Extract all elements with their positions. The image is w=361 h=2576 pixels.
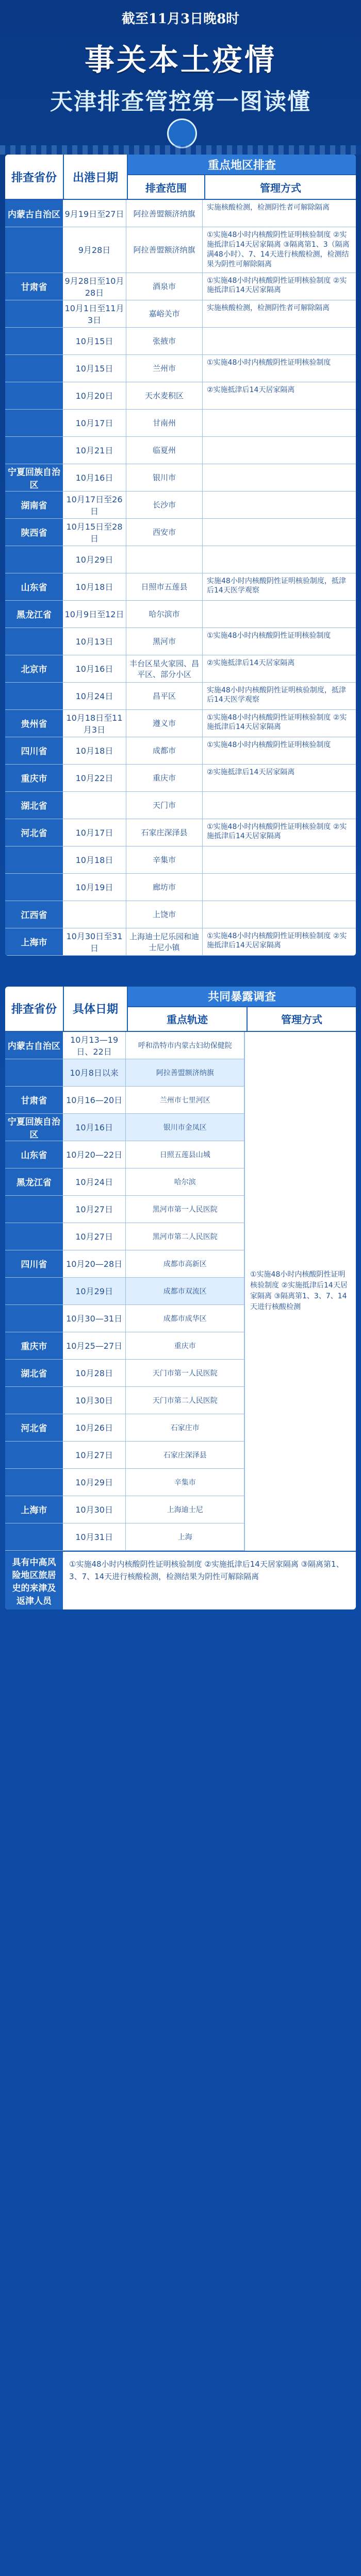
scope-cell: 上海迪士尼 xyxy=(126,1496,244,1523)
province-cell: 甘肃省 xyxy=(5,1087,63,1113)
table-row xyxy=(5,1496,244,1523)
date-cell: 10月8日以来 xyxy=(63,1059,126,1086)
header-title: 事关本土疫情 xyxy=(84,42,276,77)
date-cell: 10月18日至11月3日 xyxy=(63,710,126,737)
date-cell: 10月21日 xyxy=(63,437,126,464)
province-cell: 内蒙古自治区 xyxy=(5,200,63,227)
date-cell: 10月24日 xyxy=(63,1168,126,1195)
province-cell: 四川省 xyxy=(5,737,63,764)
date-cell: 10月9日至12日 xyxy=(63,601,126,628)
date-cell: 10月20—22日 xyxy=(63,1141,126,1168)
table-row xyxy=(5,1360,244,1387)
scope-cell: 天门市第二人民医院 xyxy=(126,1387,244,1414)
province-cell: 河北省 xyxy=(5,819,63,846)
date-cell: 10月17日 xyxy=(63,819,126,846)
province-cell: 黑龙江省 xyxy=(5,1168,63,1195)
province-cell xyxy=(5,300,63,327)
province-cell: 甘肃省 xyxy=(5,273,63,300)
scope-cell: 银川市金凤区 xyxy=(126,1114,244,1141)
header2-scope: 重点轨迹 xyxy=(128,1006,248,1031)
management-cell xyxy=(203,464,356,491)
scope-cell: 成都市高新区 xyxy=(126,1250,244,1277)
table-row xyxy=(5,1223,244,1250)
date-cell: 10月15日 xyxy=(63,355,126,382)
date-cell: 10月20日 xyxy=(63,382,126,409)
table-row xyxy=(5,1305,244,1332)
date-cell: 10月29日 xyxy=(63,1278,126,1304)
date-cell: 9月28日 xyxy=(63,227,126,273)
table-row xyxy=(5,928,356,956)
scope-cell: 丰台区星火家园、昌平区、部分小区 xyxy=(126,655,203,682)
header2-subcols xyxy=(128,1006,356,1031)
management-cell: ②实施抵津后14天居家隔离 xyxy=(207,768,295,776)
province-cell xyxy=(5,628,63,655)
table-row xyxy=(5,1196,244,1223)
province-cell xyxy=(5,1523,63,1550)
header2-management: 管理方式 xyxy=(248,1006,356,1031)
management-cell xyxy=(203,601,356,628)
scope-cell: 西安市 xyxy=(126,519,203,546)
date-cell: 10月29日 xyxy=(63,546,126,573)
management-cell: ②实施抵津后14天居家隔离 xyxy=(207,658,295,667)
scope-cell: 辛集市 xyxy=(126,1469,244,1496)
header-group-title: 重点地区排查 xyxy=(128,155,356,174)
table-row xyxy=(5,601,356,628)
table-1-header xyxy=(5,155,356,200)
scope-cell: 兰州市七里河区 xyxy=(126,1087,244,1113)
table-row xyxy=(5,300,356,328)
scope-cell: 日照市五莲县 xyxy=(126,573,203,600)
scope-cell: 重庆市 xyxy=(126,765,203,791)
management-cell: ①实施48小时内核酸阴性证明核验制度 xyxy=(207,740,331,749)
province-cell: 上海市 xyxy=(5,1496,63,1523)
management-cell: ①实施48小时内核酸阴性证明核验制度 xyxy=(207,358,331,367)
header xyxy=(0,0,361,155)
table-2-footer xyxy=(5,1551,356,1609)
scope-cell: 黑河市第二人民医院 xyxy=(126,1223,244,1250)
management-cell xyxy=(203,437,356,464)
table-2 xyxy=(5,987,356,1609)
scope-cell: 哈尔滨市 xyxy=(126,601,203,628)
date-cell: 10月30日 xyxy=(63,1496,126,1523)
management-cell xyxy=(203,874,356,901)
table-row xyxy=(5,846,356,874)
province-cell: 内蒙古自治区 xyxy=(5,1032,63,1059)
management-cell xyxy=(203,792,356,819)
scope-cell: 上海迪士尼乐园和迪士尼小镇 xyxy=(126,928,203,955)
table-row xyxy=(5,1278,244,1305)
province-cell xyxy=(5,846,63,873)
scope-cell: 银川市 xyxy=(126,464,203,491)
scope-cell: 昌平区 xyxy=(126,683,203,709)
management-cell: ②实施抵津后14天居家隔离 xyxy=(207,385,295,394)
scope-cell: 黑河市第一人民医院 xyxy=(126,1196,244,1223)
scope-cell: 石家庄深泽县 xyxy=(126,819,203,846)
header-date: 截至11月3日晚8时 xyxy=(121,11,240,27)
table-row xyxy=(5,683,356,710)
table-row xyxy=(5,737,356,765)
table-row xyxy=(5,1087,244,1114)
province-cell: 贵州省 xyxy=(5,710,63,737)
province-cell xyxy=(5,328,63,354)
management-cell: ①实施48小时内核酸阴性证明核验制度 xyxy=(207,631,331,640)
table-2-header xyxy=(5,987,356,1032)
scope-cell: 成都市成华区 xyxy=(126,1305,244,1332)
date-cell: 10月18日 xyxy=(63,737,126,764)
scope-cell: 嘉峪关市 xyxy=(126,300,203,327)
table-row xyxy=(5,1442,244,1469)
scope-cell: 甘南州 xyxy=(126,410,203,436)
province-cell: 宁夏回族自治区 xyxy=(5,464,63,491)
province-cell: 重庆市 xyxy=(5,765,63,791)
scope-cell: 天门市第一人民医院 xyxy=(126,1360,244,1386)
header-management: 管理方式 xyxy=(205,174,356,199)
date-cell: 10月13—19日、22日 xyxy=(63,1032,126,1059)
date-cell: 10月16日 xyxy=(63,655,126,682)
date-cell: 10月17日至26日 xyxy=(63,492,126,518)
table-row xyxy=(5,519,356,546)
scope-cell: 临夏州 xyxy=(126,437,203,464)
province-cell xyxy=(5,1278,63,1304)
date-cell: 10月30日至31日 xyxy=(63,928,126,955)
date-cell: 10月24日 xyxy=(63,683,126,709)
management-cell: ①实施48小时内核酸阴性证明核验制度 ②实施抵津后14天居家隔离 xyxy=(207,276,347,295)
header-group xyxy=(128,155,356,199)
table-row xyxy=(5,792,356,819)
date-cell: 10月28日 xyxy=(63,1360,126,1386)
date-cell xyxy=(63,792,126,819)
province-cell xyxy=(5,1387,63,1414)
date-cell: 10月30日 xyxy=(63,1387,126,1414)
footer-province: 具有中高风险地区旅居史的来津及返津人员 xyxy=(5,1552,63,1609)
date-cell: 9月28日至10月28日 xyxy=(63,273,126,300)
table-row xyxy=(5,1032,244,1059)
header-province: 排查省份 xyxy=(5,155,64,199)
scope-cell: 张掖市 xyxy=(126,328,203,354)
scope-cell: 阿拉善盟额济纳旗 xyxy=(126,1059,244,1086)
scope-cell: 酒泉市 xyxy=(126,273,203,300)
date-cell: 10月27日 xyxy=(63,1442,126,1468)
management-cell: 实施48小时内核酸阴性证明核验制度，抵津后14天医学观察 xyxy=(207,577,346,595)
province-cell: 湖北省 xyxy=(5,1360,63,1386)
scope-cell: 遵义市 xyxy=(126,710,203,737)
scope-cell xyxy=(126,546,203,573)
date-cell: 10月27日 xyxy=(63,1196,126,1223)
table-1 xyxy=(5,155,356,956)
management-cell: ①实施48小时内核酸阴性证明核验制度 ②实施抵津后14天居家隔离 xyxy=(207,822,347,841)
province-cell xyxy=(5,1469,63,1496)
scope-cell: 长沙市 xyxy=(126,492,203,518)
province-cell: 江西省 xyxy=(5,901,63,928)
table-row xyxy=(5,546,356,573)
date-cell: 10月25—27日 xyxy=(63,1332,126,1359)
table-row xyxy=(5,437,356,464)
table-row xyxy=(5,410,356,437)
management-cell: 实施核酸检测，检测阴性者可解除隔离 xyxy=(207,204,330,212)
date-cell: 10月27日 xyxy=(63,1223,126,1250)
table-row xyxy=(5,273,356,300)
date-cell: 10月1日至11月3日 xyxy=(63,300,126,327)
table-row xyxy=(5,1332,244,1360)
province-cell xyxy=(5,382,63,409)
province-cell: 山东省 xyxy=(5,573,63,600)
header-subcols xyxy=(128,174,356,199)
province-cell: 上海市 xyxy=(5,928,63,955)
scope-cell: 石家庄市 xyxy=(126,1414,244,1441)
management-cell xyxy=(203,846,356,873)
province-cell: 北京市 xyxy=(5,655,63,682)
table-row xyxy=(5,328,356,355)
date-cell xyxy=(63,901,126,928)
management-cell: ①实施48小时内核酸阴性证明核验制度 ②实施抵津后14天居家隔离 xyxy=(207,931,347,950)
table-row xyxy=(5,874,356,901)
scope-cell: 阿拉善盟额济纳旗 xyxy=(126,200,203,227)
scope-cell: 廊坊市 xyxy=(126,874,203,901)
province-cell xyxy=(5,1305,63,1332)
province-cell xyxy=(5,683,63,709)
date-cell: 10月16—20日 xyxy=(63,1087,126,1113)
scope-cell: 成都市 xyxy=(126,737,203,764)
scope-cell: 阿拉善盟额济纳旗 xyxy=(126,227,203,273)
logo-icon xyxy=(167,118,197,148)
scope-cell: 日照五莲县山城 xyxy=(126,1141,244,1168)
scope-cell: 重庆市 xyxy=(126,1332,244,1359)
province-cell xyxy=(5,1442,63,1468)
date-cell: 10月19日 xyxy=(63,874,126,901)
date-cell: 10月16日 xyxy=(63,464,126,491)
table-row xyxy=(5,382,356,410)
province-cell xyxy=(5,1223,63,1250)
table-2-body xyxy=(5,1032,244,1551)
province-cell xyxy=(5,227,63,273)
scope-cell: 哈尔滨 xyxy=(126,1168,244,1195)
table-row xyxy=(5,492,356,519)
scope-cell: 天水麦积区 xyxy=(126,382,203,409)
date-cell: 10月18日 xyxy=(63,573,126,600)
date-cell: 10月15日至28日 xyxy=(63,519,126,546)
date-cell: 10月18日 xyxy=(63,846,126,873)
management-cell: ①实施48小时内核酸阴性证明核验制度 ②实施抵津后14天居家隔离 xyxy=(207,713,347,732)
table-row xyxy=(5,765,356,792)
province-cell: 湖南省 xyxy=(5,492,63,518)
date-cell: 10月17日 xyxy=(63,410,126,436)
table-row xyxy=(5,901,356,928)
management-cell xyxy=(203,410,356,436)
province-cell xyxy=(5,1196,63,1223)
date-cell: 10月13日 xyxy=(63,628,126,655)
province-cell xyxy=(5,546,63,573)
footer-text: ①实施48小时内核酸阴性证明核验制度 ②实施抵津后14天居家隔离 ③隔离第1、3、7、14天进行核酸检测，检测结果为阴性可解除隔离 xyxy=(69,1559,344,1581)
wave-decoration xyxy=(0,145,361,155)
scope-cell: 上饶市 xyxy=(126,901,203,928)
table-row xyxy=(5,628,356,655)
header-date-col: 出港日期 xyxy=(64,155,128,199)
province-cell: 重庆市 xyxy=(5,1332,63,1359)
province-cell: 山东省 xyxy=(5,1141,63,1168)
header2-group xyxy=(128,987,356,1031)
table-2-body-wrap xyxy=(5,1032,356,1551)
management-cell xyxy=(203,328,356,354)
scope-cell: 石家庄深泽县 xyxy=(126,1442,244,1468)
province-cell xyxy=(5,410,63,436)
table-row xyxy=(5,819,356,846)
date-cell: 10月30—31日 xyxy=(63,1305,126,1332)
table-row xyxy=(5,1387,244,1414)
management-cell xyxy=(203,546,356,573)
date-cell: 10月29日 xyxy=(63,1469,126,1496)
scope-cell: 天门市 xyxy=(126,792,203,819)
province-cell: 宁夏回族自治区 xyxy=(5,1114,63,1141)
management-cell: 实施48小时内核酸阴性证明核验制度，抵津后14天医学观察 xyxy=(207,686,346,704)
province-cell: 湖北省 xyxy=(5,792,63,819)
scope-cell: 成都市双流区 xyxy=(126,1278,244,1304)
table-row xyxy=(5,1469,244,1496)
province-cell: 河北省 xyxy=(5,1414,63,1441)
province-cell: 四川省 xyxy=(5,1250,63,1277)
header-subtitle: 天津排查管控第一图读懂 xyxy=(50,89,311,115)
management-cell: 实施核酸检测，检测阴性者可解除隔离 xyxy=(207,303,330,312)
scope-cell: 辛集市 xyxy=(126,846,203,873)
management-cell xyxy=(203,519,356,546)
header-scope: 排查范围 xyxy=(128,174,205,199)
management-cell: ①实施48小时内核酸阴性证明核验制度 ②实施抵津后14天居家隔离 ③隔离第1、3（隔离满48小时）、7、14天进行核酸检测，检测结果为阴性可解除隔离 xyxy=(207,231,350,268)
scope-cell: 黑河市 xyxy=(126,628,203,655)
table-row xyxy=(5,355,356,382)
province-cell: 陕西省 xyxy=(5,519,63,546)
date-cell: 9月19日至27日 xyxy=(63,200,126,227)
province-cell xyxy=(5,1059,63,1086)
table-row xyxy=(5,200,356,227)
date-cell: 10月15日 xyxy=(63,328,126,354)
table-row xyxy=(5,1414,244,1442)
province-cell xyxy=(5,355,63,382)
date-cell: 10月22日 xyxy=(63,765,126,791)
table-2-management: ①实施48小时内核酸阴性证明核验制度 ②实施抵津后14天居家隔离 ③隔离第1、3、7、14天进行核酸检测 xyxy=(244,1032,356,1551)
province-cell xyxy=(5,874,63,901)
table-row xyxy=(5,1523,244,1551)
scope-cell: 兰州市 xyxy=(126,355,203,382)
province-cell: 黑龙江省 xyxy=(5,601,63,628)
table-row xyxy=(5,464,356,492)
management-cell xyxy=(203,901,356,928)
table-row xyxy=(5,655,356,683)
table-row xyxy=(5,227,356,273)
table-1-body xyxy=(5,200,356,956)
date-cell: 10月31日 xyxy=(63,1523,126,1550)
province-cell xyxy=(5,437,63,464)
management-cell xyxy=(203,492,356,518)
table-row xyxy=(5,710,356,737)
table-row xyxy=(5,1168,244,1196)
scope-cell: 上海 xyxy=(126,1523,244,1550)
table-row xyxy=(5,573,356,601)
date-cell: 10月20—28日 xyxy=(63,1250,126,1277)
date-cell: 10月16日 xyxy=(63,1114,126,1141)
table-row xyxy=(5,1114,244,1141)
header2-time: 具体日期 xyxy=(64,987,128,1031)
table-row xyxy=(5,1141,244,1168)
header2-group-title: 共同暴露调查 xyxy=(128,987,356,1006)
header2-province: 排查省份 xyxy=(5,987,64,1031)
table-row xyxy=(5,1059,244,1087)
date-cell: 10月26日 xyxy=(63,1414,126,1441)
table-row xyxy=(5,1250,244,1278)
scope-cell: 呼和浩特市内蒙古妇幼保健院 xyxy=(126,1032,244,1059)
